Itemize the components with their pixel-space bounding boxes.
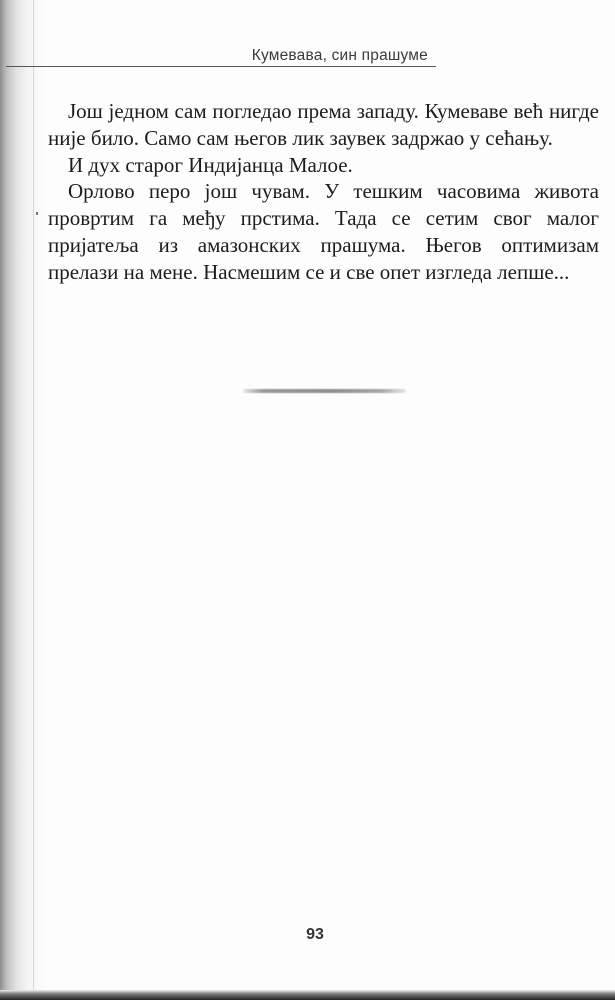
page-number: 93 bbox=[306, 926, 324, 943]
scan-mark bbox=[36, 212, 38, 215]
paragraph-1: Још једном сам погледао према западу. Кумеваве већ нигде није било. Само сам његов лик заувек задржао у сећању. bbox=[48, 99, 599, 150]
paragraph-3: Орлово перо још чувам. У тешким часовима живота провртим га међу прстима. Тада се сетим свог малог пријатеља из амазонских прашума. Његов оптимизам прелази на мене. Насмешим се и све опет изгледа лепше... bbox=[48, 179, 599, 284]
body-text bbox=[48, 98, 599, 286]
page-bottom-edge bbox=[0, 990, 615, 1000]
running-title: Кумевава, син прашуме bbox=[251, 47, 428, 64]
end-ornament bbox=[243, 389, 406, 393]
header-rule bbox=[6, 66, 436, 67]
paragraph-2: И дух старог Индијанца Малое. bbox=[68, 152, 353, 177]
binding-shadow bbox=[0, 0, 46, 1000]
binding-crease bbox=[33, 0, 34, 1000]
